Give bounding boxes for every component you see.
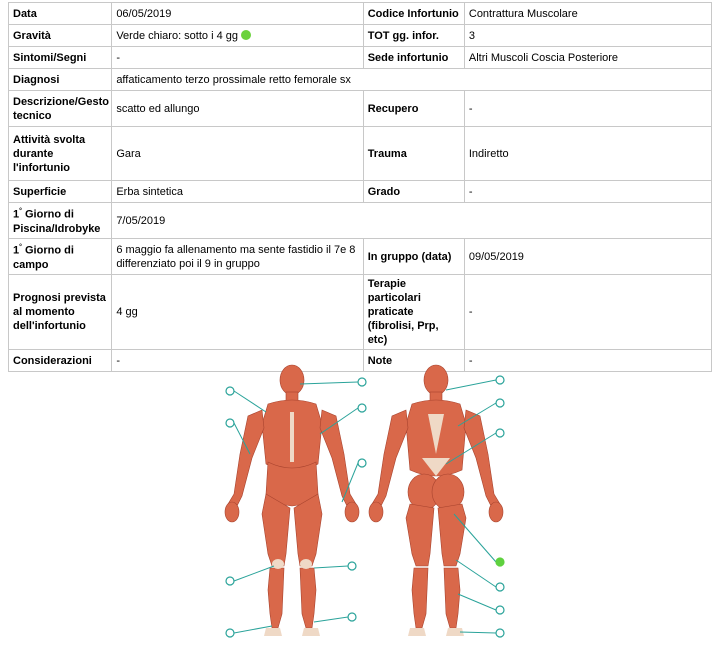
row-descrizione — [9, 91, 712, 127]
front-anatomy-figure — [225, 365, 359, 636]
marker-front-head[interactable] — [358, 378, 366, 386]
sintomi-value: - — [112, 47, 363, 69]
row-piscina — [9, 203, 712, 239]
descrizione-label: Descrizione/Gesto tecnico — [9, 91, 112, 127]
attivita-label: Attività svolta durante l'infortunio — [9, 127, 112, 181]
row-data — [9, 3, 712, 25]
descrizione-value: scatto ed allungo — [112, 91, 363, 127]
piscina-value: 7/05/2019 — [112, 203, 712, 239]
grado-label: Grado — [363, 181, 464, 203]
note-label: Note — [363, 350, 464, 372]
row-gravita — [9, 25, 712, 47]
injury-report-table — [8, 2, 712, 372]
tot-label: TOT gg. infor. — [363, 25, 464, 47]
campo-value: 6 maggio fa allenamento ma sente fastidio il 7e 8 differenziato poi il 9 in gruppo — [112, 239, 363, 275]
considerazioni-value: - — [112, 350, 363, 372]
gravita-label: Gravità — [9, 25, 112, 47]
piscina-label: 1° Giorno di Piscina/Idrobyke — [9, 203, 112, 239]
tot-value: 3 — [464, 25, 711, 47]
gruppo-value: 09/05/2019 — [464, 239, 711, 275]
marker-back-heel[interactable] — [496, 629, 504, 637]
row-prognosi — [9, 275, 712, 350]
row-sintomi — [9, 47, 712, 69]
data-value: 06/05/2019 — [112, 3, 363, 25]
marker-front-forearm[interactable] — [358, 459, 366, 467]
severity-dot-icon — [241, 30, 251, 40]
marker-back-lower-back[interactable] — [496, 429, 504, 437]
gravita-value: Verde chiaro: sotto i 4 gg — [116, 29, 238, 42]
campo-label: 1° Giorno di campo — [9, 239, 112, 275]
marker-front-shoulder[interactable] — [226, 387, 234, 395]
marker-front-foot[interactable] — [348, 613, 356, 621]
marker-front-arm[interactable] — [226, 419, 234, 427]
marker-back-posterior-thigh-selected[interactable] — [496, 558, 504, 566]
diagnosi-value: affaticamento terzo prossimale retto femorale sx — [112, 69, 712, 91]
attivita-value: Gara — [112, 127, 363, 181]
row-attivita — [9, 127, 712, 181]
superficie-label: Superficie — [9, 181, 112, 203]
marker-front-chest[interactable] — [358, 404, 366, 412]
codice-value: Contrattura Muscolare — [464, 3, 711, 25]
note-value: - — [464, 350, 711, 372]
data-label: Data — [9, 3, 112, 25]
grado-value: - — [464, 181, 711, 203]
considerazioni-label: Considerazioni — [9, 350, 112, 372]
marker-back-calf[interactable] — [496, 606, 504, 614]
marker-back-neck[interactable] — [496, 376, 504, 384]
codice-label: Codice Infortunio — [363, 3, 464, 25]
gruppo-label: In gruppo (data) — [363, 239, 464, 275]
marker-front-knee[interactable] — [226, 577, 234, 585]
superficie-value: Erba sintetica — [112, 181, 363, 203]
marker-back-shoulder[interactable] — [496, 399, 504, 407]
marker-front-ankle[interactable] — [226, 629, 234, 637]
back-anatomy-figure — [369, 365, 503, 636]
prognosi-label: Prognosi prevista al momento dell'infortunio — [9, 275, 112, 350]
terapie-label: Terapie particolari praticate (fibrolisi, Prp, etc) — [363, 275, 464, 350]
row-campo — [9, 239, 712, 275]
diagnosi-label: Diagnosi — [9, 69, 112, 91]
recupero-value: - — [464, 91, 711, 127]
gravita-cell — [112, 25, 363, 47]
muscle-body-map — [210, 354, 510, 646]
trauma-value: Indiretto — [464, 127, 711, 181]
terapie-value: - — [464, 275, 711, 350]
sede-value: Altri Muscoli Coscia Posteriore — [464, 47, 711, 69]
trauma-label: Trauma — [363, 127, 464, 181]
row-diagnosi — [9, 69, 712, 91]
marker-front-shin[interactable] — [348, 562, 356, 570]
prognosi-value: 4 gg — [112, 275, 363, 350]
row-superficie — [9, 181, 712, 203]
recupero-label: Recupero — [363, 91, 464, 127]
sede-label: Sede infortunio — [363, 47, 464, 69]
sintomi-label: Sintomi/Segni — [9, 47, 112, 69]
marker-back-knee[interactable] — [496, 583, 504, 591]
